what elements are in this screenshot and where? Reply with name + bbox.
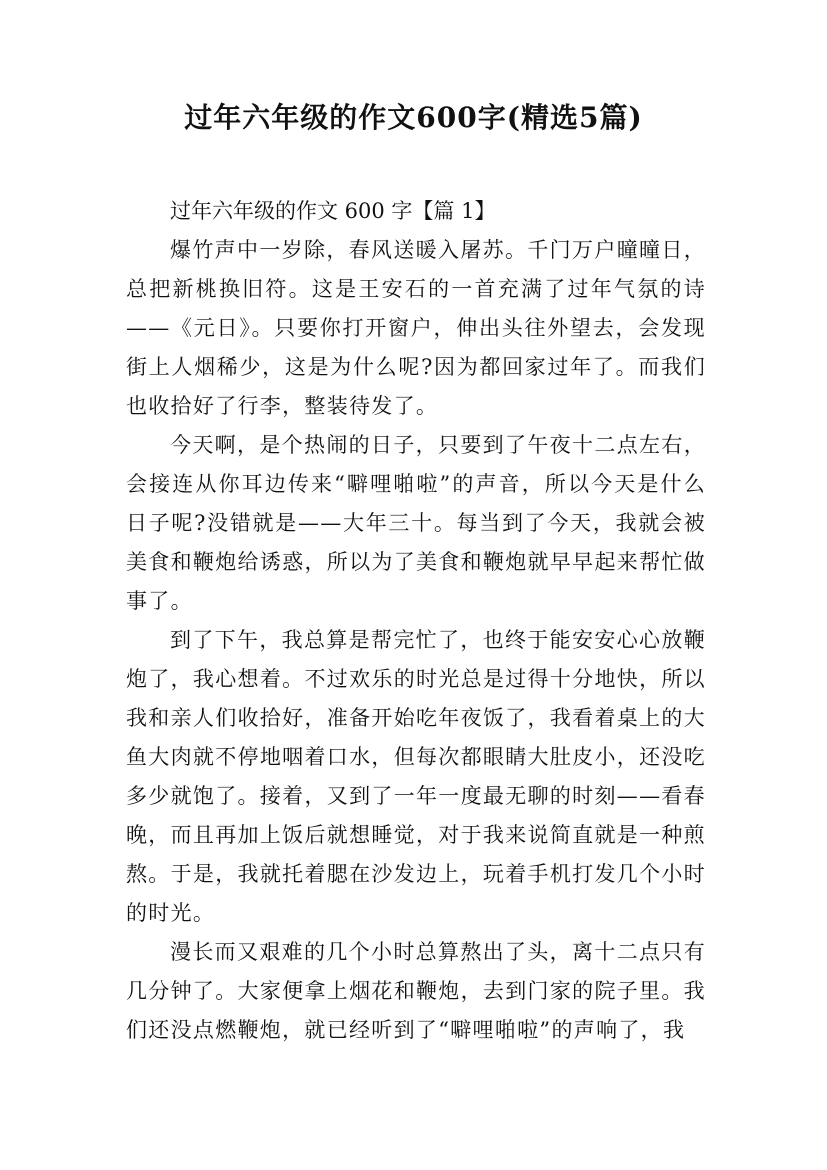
document-title: 过年六年级的作文600字(精选5篇): [184, 101, 643, 134]
paragraph: 漫长而又艰难的几个小时总算熬出了头，离十二点只有几分钟了。大家便拿上烟花和鞭炮，去到门家的院子里。我们还没点燃鞭炮，就已经听到了“噼哩啪啦”的声响了，我: [126, 940, 706, 1042]
paragraph: 爆竹声中一岁除，春风送暖入屠苏。千门万户曈曈日，总把新桃换旧符。这是王安石的一首充满了过年气氛的诗——《元日》。只要你打开窗户，伸出头往外望去，会发现街上人烟稀少，这是为什么呢?因为都回家过年了。而我们也收拾好了行李，整装待发了。: [126, 238, 706, 418]
paragraph: 到了下午，我总算是帮完忙了，也终于能安安心心放鞭炮了，我心想着。不过欢乐的时光总是过得十分地快，所以我和亲人们收拾好，准备开始吃年夜饭了，我看着桌上的大鱼大肉就不停地咽着口水，但每次都眼睛大肚皮小，还没吃多少就饱了。接着，又到了一年一度最无聊的时刻——看春晚，而且再加上饭后就想睡觉，对于我来说简直就是一种煎熬。于是，我就托着腮在沙发边上，玩着手机打发几个小时的时光。: [126, 628, 706, 925]
document-body: [126, 192, 706, 1050]
paragraph: 今天啊，是个热闹的日子，只要到了午夜十二点左右，会接连从你耳边传来“噼哩啪啦”的声音，所以今天是什么日子呢?没错就是——大年三十。每当到了今天，我就会被美食和鞭炮给诱惑，所以为了美食和鞭炮就早早起来帮忙做事了。: [126, 433, 706, 613]
section-heading: 过年六年级的作文 600 字【篇 1】: [170, 199, 496, 223]
